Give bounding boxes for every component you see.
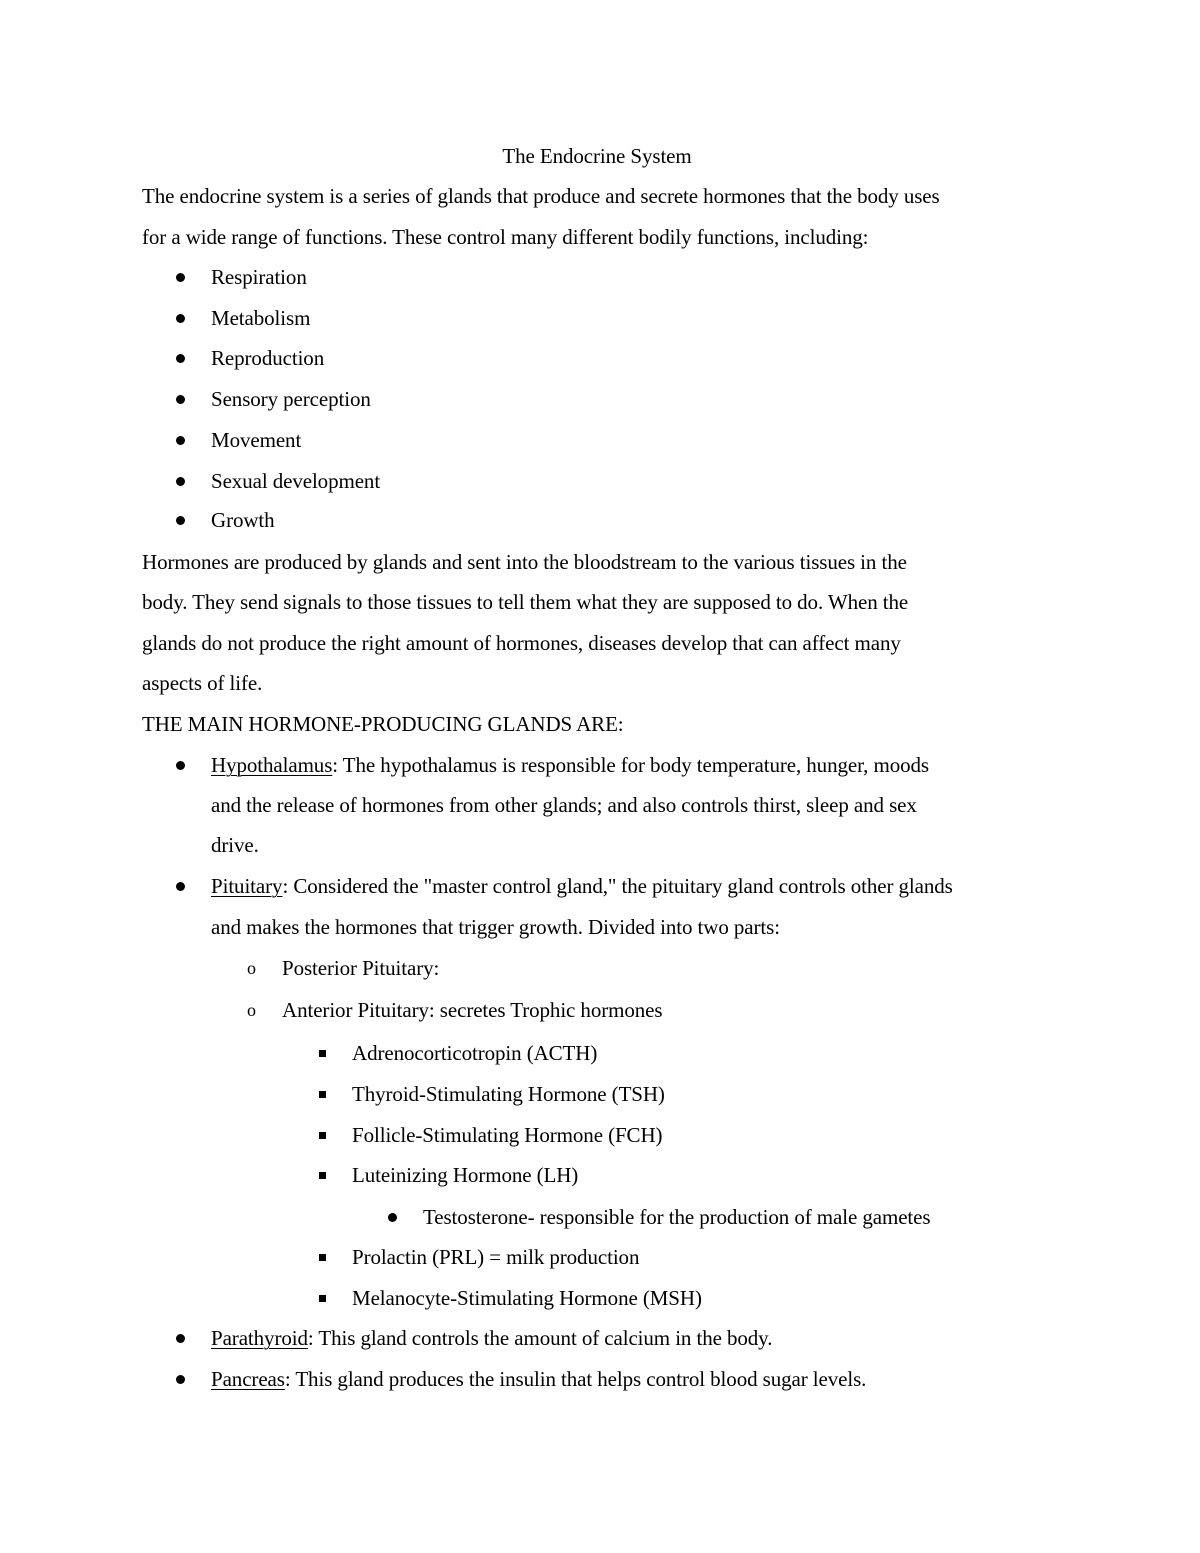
hormones-line-3: glands do not produce the right amount of hormones, diseases develop that can affect many	[142, 631, 901, 655]
square-bullet-icon	[319, 1132, 326, 1139]
bullet-icon	[176, 477, 185, 486]
trophic-hormone-item: Luteinizing Hormone (LH)	[352, 1163, 579, 1187]
pituitary-text: : Considered the "master control gland," the pituitary gland controls other glands	[282, 874, 953, 898]
hypothalamus-text: : The hypothalamus is responsible for body temperature, hunger, moods	[332, 753, 929, 777]
bullet-icon	[176, 516, 185, 525]
trophic-hormone-item: Prolactin (PRL) = milk production	[352, 1245, 640, 1269]
function-item: Growth	[211, 508, 275, 532]
hypothalamus-line-1	[211, 752, 929, 778]
bullet-icon	[176, 273, 185, 282]
hypothalamus-line-2: and the release of hormones from other glands; and also controls thirst, sleep and sex	[211, 793, 917, 817]
pituitary-line-1	[211, 873, 953, 899]
parathyroid-line	[211, 1325, 772, 1351]
bullet-icon	[176, 882, 185, 891]
function-item: Reproduction	[211, 346, 325, 370]
pancreas-text: : This gland produces the insulin that helps control blood sugar levels.	[284, 1367, 867, 1391]
bullet-icon	[176, 761, 185, 770]
bullet-icon	[176, 436, 185, 445]
trophic-hormone-item: Thyroid-Stimulating Hormone (TSH)	[352, 1082, 665, 1106]
square-bullet-icon	[319, 1295, 326, 1302]
bullet-icon	[176, 1334, 185, 1343]
lh-sub-item: Testosterone- responsible for the production of male gametes	[423, 1205, 931, 1229]
trophic-hormone-item: Adrenocorticotropin (ACTH)	[352, 1041, 598, 1065]
bullet-icon	[176, 354, 185, 363]
function-item: Respiration	[211, 265, 307, 289]
hormones-line-1: Hormones are produced by glands and sent into the bloodstream to the various tissues in the	[142, 550, 907, 574]
trophic-hormone-item: Follicle-Stimulating Hormone (FCH)	[352, 1123, 663, 1147]
square-bullet-icon	[319, 1091, 326, 1098]
pituitary-part: Posterior Pituitary:	[282, 956, 440, 980]
parathyroid-text: : This gland controls the amount of calcium in the body.	[307, 1326, 773, 1350]
square-bullet-icon	[319, 1172, 326, 1179]
document-title: The Endocrine System	[502, 144, 692, 168]
pituitary-part: Anterior Pituitary: secretes Trophic hormones	[282, 998, 663, 1022]
hormones-line-4: aspects of life.	[142, 671, 263, 695]
intro-line-2: for a wide range of functions. These control many different bodily functions, including:	[142, 225, 869, 249]
bullet-icon	[176, 314, 185, 323]
square-bullet-icon	[319, 1254, 326, 1261]
trophic-hormone-item: Melanocyte-Stimulating Hormone (MSH)	[352, 1286, 702, 1310]
hypothalamus-term: Hypothalamus	[211, 753, 333, 777]
bullet-icon	[176, 1375, 185, 1384]
intro-line-1: The endocrine system is a series of glands that produce and secrete hormones that the body uses	[142, 184, 940, 208]
hormones-line-2: body. They send signals to those tissues to tell them what they are supposed to do. When the	[142, 590, 909, 614]
function-item: Movement	[211, 428, 302, 452]
function-item: Metabolism	[211, 306, 311, 330]
pituitary-line-2: and makes the hormones that trigger growth. Divided into two parts:	[211, 915, 780, 939]
hypothalamus-line-3: drive.	[211, 833, 259, 857]
bullet-icon	[176, 395, 185, 404]
glands-heading: THE MAIN HORMONE-PRODUCING GLANDS ARE:	[142, 712, 624, 736]
circle-bullet-icon: o	[247, 1000, 256, 1020]
parathyroid-term: Parathyroid	[211, 1326, 308, 1350]
square-bullet-icon	[319, 1050, 326, 1057]
bullet-icon	[388, 1213, 397, 1222]
pancreas-term: Pancreas	[211, 1367, 285, 1391]
function-item: Sexual development	[211, 469, 381, 493]
circle-bullet-icon: o	[247, 958, 256, 978]
function-item: Sensory perception	[211, 387, 371, 411]
pituitary-term: Pituitary	[211, 874, 283, 898]
pancreas-line	[211, 1366, 866, 1392]
